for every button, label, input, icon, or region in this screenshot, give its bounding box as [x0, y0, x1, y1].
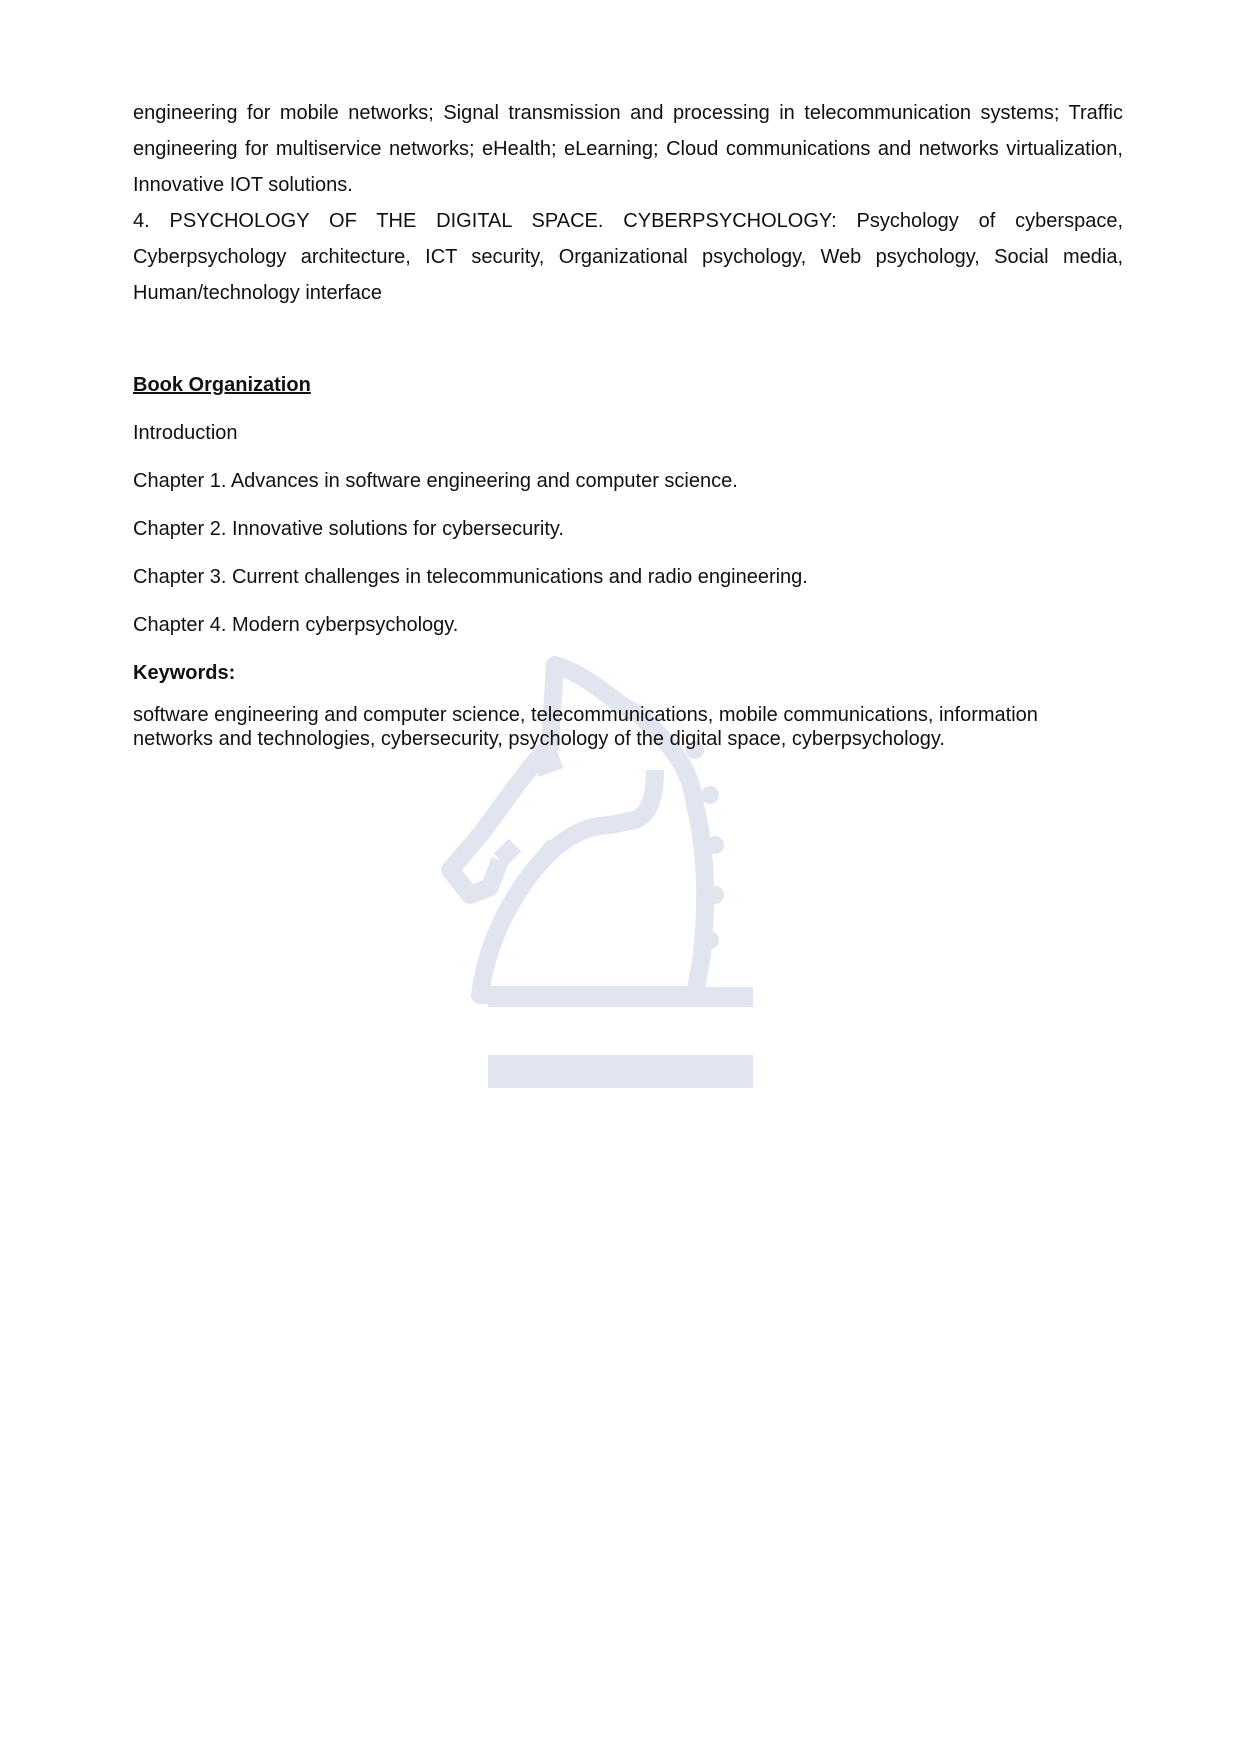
toc-chapter-3: Chapter 3. Current challenges in telecommunications and radio engineering.	[133, 566, 808, 588]
keywords-heading: Keywords:	[133, 662, 236, 684]
toc-chapter-4: Chapter 4. Modern cyberpsychology.	[133, 614, 459, 636]
toc-chapter-1: Chapter 1. Advances in software engineering and computer science.	[133, 470, 738, 492]
keywords-text: software engineering and computer science, telecommunications, mobile communications, information networks and technologies, cybersecurity, psychology of the digital space, cyberpsychology.	[133, 704, 1038, 750]
toc-chapter-2: Chapter 2. Innovative solutions for cybersecurity.	[133, 518, 564, 540]
toc-introduction: Introduction	[133, 422, 238, 444]
topic-4-paragraph: 4. PSYCHOLOGY OF THE DIGITAL SPACE. CYBERPSYCHOLOGY: Psychology of cyberspace, Cyberpsychology architecture, ICT security, Organizational psychology, Web psychology, Social media, Human/technology interface	[133, 210, 1123, 304]
page-content	[133, 95, 1123, 751]
topics-paragraph: engineering for mobile networks; Signal transmission and processing in telecommunication systems; Traffic engineering for multiservice networks; eHealth; eLearning; Cloud communications and networks virtualization, Innovative IOT solutions.	[133, 102, 1123, 196]
book-organization-heading: Book Organization	[133, 374, 311, 396]
